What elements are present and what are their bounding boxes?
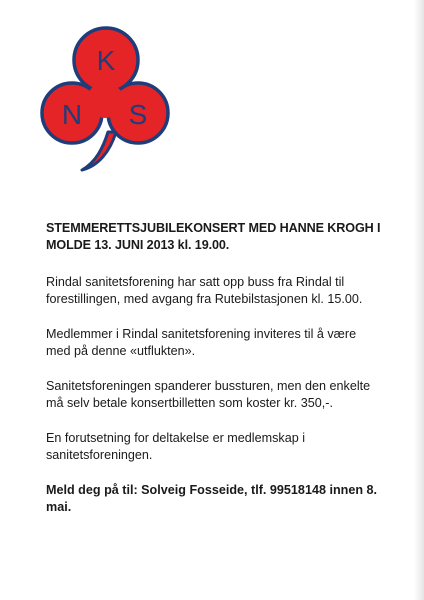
document-body xyxy=(46,220,381,516)
contact-info: Meld deg på til: Solveig Fosseide, tlf. 99518148 innen 8. mai. xyxy=(46,483,378,514)
nks-cloverleaf-icon xyxy=(40,14,170,172)
paragraph-cost: Sanitetsforeningen spanderer bussturen, men den enkelte må selv betale konsertbilletten som koster kr. 350,-. xyxy=(46,379,371,410)
logo-letter-n: N xyxy=(61,99,83,130)
scan-edge-shadow xyxy=(414,0,424,600)
document-heading: STEMMERETTSJUBILEKONSERT MED HANNE KROGH I MOLDE 13. JUNI 2013 kl. 19.00. xyxy=(46,221,381,252)
paragraph-membership: En forutsetning for deltakelse er medlemskap i sanitetsforeningen. xyxy=(46,431,306,462)
paragraph-invitation: Medlemmer i Rindal sanitetsforening inviteres til å være med på denne «utflukten». xyxy=(46,327,357,358)
logo-letter-s: S xyxy=(128,99,148,130)
logo-center xyxy=(87,82,123,118)
logo-letter-k: K xyxy=(96,45,116,76)
nks-logo xyxy=(40,14,170,172)
paragraph-bus-trip: Rindal sanitetsforening har satt opp buss fra Rindal til forestillingen, med avgang fra Rutebilstasjonen kl. 15.00. xyxy=(46,275,363,306)
